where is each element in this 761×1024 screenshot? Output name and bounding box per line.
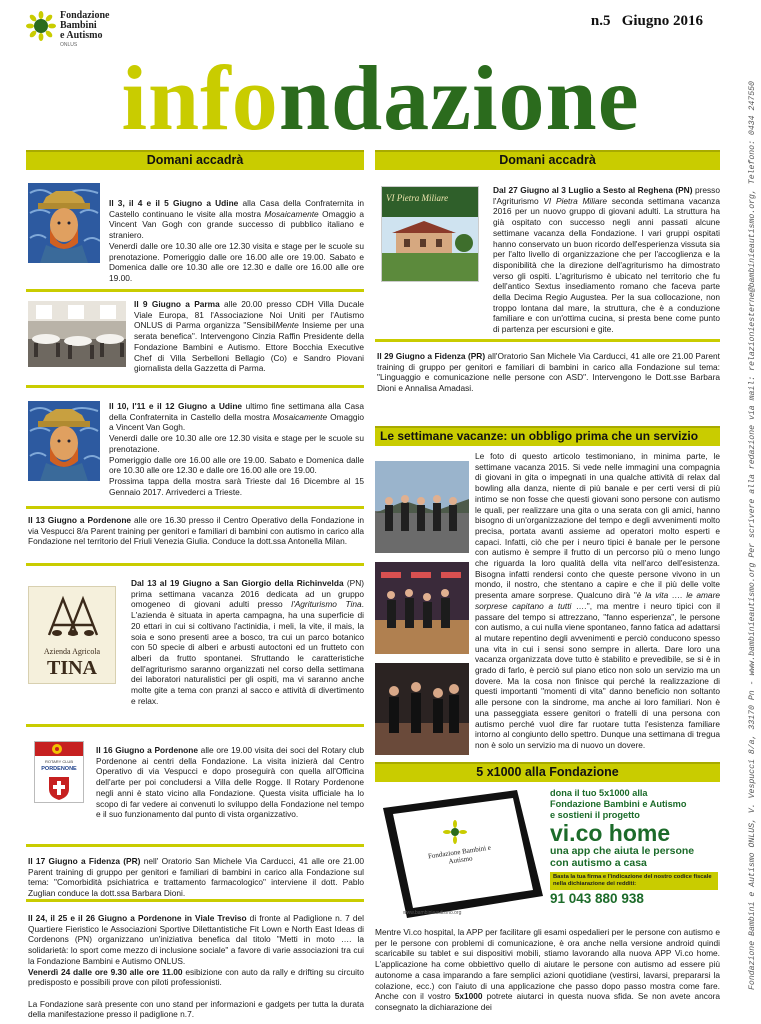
divider <box>26 899 364 902</box>
contact-sidebar <box>733 70 761 990</box>
tablet-screen-title: Fondazione Bambini e Autismo <box>427 843 492 866</box>
masthead-title: infondazione <box>121 47 640 149</box>
pietra-miliare-sign: VI Pietra Miliare <box>386 193 449 203</box>
tina-logo-title: TINA <box>46 657 97 679</box>
rotary-badge-top-text: ROTARY CLUB <box>44 759 73 764</box>
section-heading-5x1000: 5 x1000 alla Fondazione <box>375 762 720 782</box>
contact-sidebar-text: Fondazione Bambini e Autismo ONLUS, V. Vespucci 8/a, 33170 Pn - www.bambinieautismo.org Per scrivere alla redazione via mail: relazioniesterne@bambinieautismo.org, Telefono: 0434 247550 <box>748 81 757 990</box>
article-udine-10-12-giugno: Il 10, l'11 e il 12 Giugno a Udine ultimo fine settimana alla Casa della Confraternita in Castello della mostra Mosaicamente Omaggio a Vincent Van Gogh. Venerdì dalle ore 10.30 alle ore 12.30 visita e stage per le scuole su prenotazione. Pomeriggio dalle ore 16.00 alle ore 19.00. Sabato e Domenica dalle ore 10.30 alle ore 12.30 e dalle ore 16.00 alle ore 19.00. Prossima tappa della mostra sarà Trieste dal 16 Dicembre al 15 Gennaio 2017. Arrivederci a Trieste. <box>109 401 364 497</box>
villa-dining-room-image <box>28 301 126 367</box>
article-settimane-vacanze-part1: Le foto di questo articolo testimoniano, in minima parte, le settimane vacanza 2015. Si vede nelle immagini una compagnia di giovani in gita o impegnati in una qualche attività di relax dal bowling alla danza, niente di più banale e per certi versi di più intimo se non fosse che questi giovani sono persone con autismo le quali, per realizzare una gita o una serata con gli amici, hanno bisogno di un'organizzazione del tempo e degli avvenimenti molto precisa, portata avanti assieme ad operatori molto esperti e capaci. Infatti, ciò che per i neuro tipici è banale per le persone con autismo è sempre il frutto di un percorso più o meno lungo che riguarda la loro qualità della vita nell'arco dell'esistenza. Bisogna infatti rendersi conto che queste persone vivono in un mondo, il nostro, che stentano a capire e che il più delle volte presenta amare sorprese. Qualcuno dirà "è la vita …. le amare sorprese capitano a tutti ….", ma mentre i neuro tipici con il passare del tempo si attrezzano, "fanno esperienza", le persone con autismo, a cui nulla viene spontaneo, fanno fatica ad adattarsi al mutare repentino degli avvenimenti e perciò conducono spesso una vita in cui i sensi sono sempre in allerta. Dare loro una vacanza organizzata dove tutto è stabilito e prevedibile, se si è in grado di farlo, è perciò sul piano etico non solo un servizio ma un dovere. Ma la cosa non finisce qui perché la realizzazione di questi importanti "momenti di vita" danno beneficio non soltanto alle persone con la sindrome, ma anche ai loro familiari. Non è una passeggiata essere genitori o fratelli di una persona con autismo perché vuol dire far ruotare tutta l'esistenza familiare intorno al congiunto dello spettro. Dunque una settimana di tregua non è solo un servizio ma di nuovo un dovere. <box>475 451 720 750</box>
article-sesto-al-reghena: Dal 27 Giugno al 3 Luglio a Sesto al Reghena (PN) presso l'Agriturismo VI Pietra Miliare seconda settimana vacanza 2016 per un nuovo gruppo di giovani adulti. La struttura ha già ospitato con successo negli anni passati alcune settimane vacanza della Fondazione. I vari gruppi ospitati hanno conservato un buon ricordo dell'esperienza vissuta sia per l'alto livello di organizzazione che per l'accoglienza e la disponibilità che la direzione dell'agriturismo ha dimostrato verso gli ospiti. L'agriturismo è ubicato nel territorio che fu dell'antico Sextus insediamento romano che faceva parte della Decima Regio Augustea. Per la sua collocazione, non troppo lontana dal mare, la struttura, che è a conduzione familiare e con un'ottima cucina, si presta bene come punto di partenza per escursioni e gite. <box>493 185 720 335</box>
ad-line-6: con autismo a casa <box>550 857 647 869</box>
divider <box>26 724 364 727</box>
article-vico-home: Mentre Vi.co hospital, la APP per facilitare gli esami ospedalieri per le persone con autismo e per le persone con problemi di comunicazione, è ora anche nella versione android quindi scaricabile su tablet e sui dispositivi mobili, stiamo lavorando alla nuova APP Vi.co home. L'applicazione ha come obbiettivo quello di aiutare le persone con autismo ad essere più autonome a casa imparando a fare semplici azioni quotidiane (vestirsi, lavarsi, prepararsi la colazione, ecc.) con l'aiuto di una applicazione che passo dopo passo mostra come fare. Anche con il vostro 5x1000 potrete aiutarci in questa nuova sfida. Se non avete ancora consegnato la dichiarazione dei <box>375 927 721 1012</box>
rotary-wheel-icon <box>51 743 63 755</box>
article-pordenone-16-giugno: Il 16 Giugno a Pordenone alle ore 19.00 visita dei soci del Rotary club Pordenone ai centri della Fondazione. La visita inizierà dal Centro Operativo di via Vespucci e dopo proseguirà con quella all'Officina dell'arte per poi concludersi a Villa delle Rogge. Il Rotary Pordenone negli anni è stato vicino alla Fondazione. Questa visita ufficiale ha lo scopo di far vedere ai convenuti lo sviluppo della Fondazione nel tempo e il suo funzionamento dal punto di vista organizzativo. <box>96 745 364 820</box>
divider <box>26 385 364 388</box>
ad-vico-home: vi.co home <box>550 820 671 846</box>
vico-home-5x1000-ad <box>375 786 720 924</box>
rotary-badge-city: PORDENONE <box>41 766 77 772</box>
vacation-dance-photo <box>375 663 469 755</box>
section-heading-settimane-vacanze: Le settimane vacanze: un obbligo prima che un servizio <box>375 426 720 446</box>
logo-wordmark: Fondazione Bambini e Autismo <box>60 10 110 41</box>
divider <box>26 563 364 566</box>
right-column <box>375 150 720 1020</box>
issue-number-date: n.5 Giugno 2016 <box>590 13 703 29</box>
foundation-logo <box>26 9 116 47</box>
article-fidenza-17-giugno: Il 17 Giugno a Fidenza (PR) nell' Oratorio San Michele Via Carducci, 41 alle ore 21.00 Parent training di gruppo per genitori e familiari di bambini in carico alla Fondazione sul tema: "Comorbidità psichiatrica e trattamento farmacologico" interviene il dott. Pablo Zuglian conduce la dott.ssa Barbara Dioni. <box>28 856 364 899</box>
sunflower-logo-icon <box>26 11 56 41</box>
divider <box>375 339 720 342</box>
ad-url: www.bambinieautismo.org <box>403 910 462 916</box>
rotary-club-pordenone-badge <box>34 741 84 803</box>
ad-instructions: Basta la tua firma e l'indicazione del nostro codice fiscale nella dichiarazione dei redditi: <box>550 872 718 890</box>
article-fidenza-29-giugno: Il 29 Giugno a Fidenza (PR) all'Oratorio San Michele Via Carducci, 41 alle ore 21.00 Parent training di gruppo per genitori e familiari di bambini in carico alla Fondazione sul tema: "Linguaggio e comunicazione nelle persone con ASD". Intervengono le Dott.sse Barbara Dioni e Annalisa Amadasi. <box>377 351 720 394</box>
ad-fiscal-code: 91 043 880 938 <box>550 890 718 907</box>
divider <box>26 844 364 847</box>
divider <box>26 506 364 509</box>
article-parma-9-giugno: Il 9 Giugno a Parma alle 20.00 presso CDH Villa Ducale Viale Europa, 81 l'Associazione Noi Uniti per l'Autismo ONLUS di Parma organizza "SensibilMente Insieme per una serata benefica". Intervengono Cinzia Raffin Presidente della Fondazione Bambini e Autismo. Ettore Bocchia Executive Chef di Villa Serbelloni Bellagio (Co) e Sandro Piovani giornalista della Gazzetta di Parma. <box>134 299 364 374</box>
logo-onlus: ONLUS <box>60 42 78 48</box>
pordenone-crest-icon <box>47 775 71 801</box>
vacation-bowling-photo <box>375 562 469 654</box>
article-san-giorgio-richinvelda: Dal 13 al 19 Giugno a San Giorgio della Richinvelda (PN) prima settimana vacanza 2016 dedicata ad un gruppo omogeneo di giovani adulti presso l'Agriturismo Tina. L'azienda è situata in aperta campagna, ha una superficie di 20 ettari in cui si coltivano l'actinidia, i meli, la vite, il mais, la soia e sono presenti aree a bosco, tra cui un parco botanico con 50 specie di alberi e arbusti autoctoni ed un frutteto con alberi da frutto spontanei. Sfruttando le caratteristiche dell'agriturismo saranno organizzati nel corso della settimana dei laboratori naturalistici per gli ospiti, ma vi saranno anche molte gite a tema con pranzi al sacco e attività di divertimento e relax. <box>131 578 365 706</box>
ad-line-2: Fondazione Bambini e Autismo <box>550 799 687 809</box>
left-column <box>26 150 364 1020</box>
vacation-group-photo-1 <box>375 461 469 553</box>
tina-logo-emblem-icon <box>43 595 103 639</box>
article-pordenone-viale-treviso: Il 24, il 25 e il 26 Giugno a Pordenone in Viale Treviso di fronte al Padiglione n. 7 del Quartiere Fieristico le Associazioni Sportive Dilettantistiche Fit Lown e North East Ideas di Cordenons (PN) organizzano un'iniziativa benefica dal titolo "Metti in moto …. la solidarietà: lo sport come mezzo di inclusione sociale" a favore di varie associazioni tra cui la Fondazione Bambini e Autismo ONLUS. Venerdì 24 dalle ore 9.30 alle ore 11.00 esibizione con auto da rally e drifting su circuito predisposto e possibili prove con piloti professionisti. La Fondazione sarà presente con uno stand per informazioni e gadgets per tutta la durata della manifestazione presso il padiglione n.7. <box>28 913 364 1020</box>
ad-line-3: e sostieni il progetto <box>550 810 640 820</box>
ad-line-5: una app che aiuta le persone <box>550 845 695 857</box>
article-pordenone-13-giugno: Il 13 Giugno a Pordenone alle ore 16.30 presso il Centro Operativo della Fondazione in via Vespucci 8/a Parent training per genitori e familiari di bambini con autismo in carico alla Fondazione nel territorio del Friuli Venezia Giulia. Conduce la dott.ssa Antonella Milan. <box>28 515 364 547</box>
section-heading-domani-accadra-right: Domani accadrà <box>375 150 720 170</box>
section-heading-domani-accadra: Domani accadrà <box>26 150 364 170</box>
ad-line-1: dona il tuo 5x1000 alla <box>550 788 648 798</box>
article-udine-3-5-giugno: Il 3, il 4 e il 5 Giugno a Udine alla Casa della Confraternita in Castello continuano le visite alla mostra Mosaicamente Omaggio a Vincent Van Gogh con grande successo di pubblico italiano e straniero. Venerdì dalle ore 10.30 alle ore 12.30 visita e stage per le scuole su prenotazione. Pomeriggio dalle ore 16.00 alle ore 19.00. Sabato e Domenica dalle ore 10.30 alle ore 12.30 e dalle ore 16.00 alle ore 19.00. <box>109 198 364 283</box>
tina-logo-subtitle: Azienda Agricola <box>43 647 101 656</box>
van-gogh-portrait-image <box>28 183 100 263</box>
divider <box>26 289 364 292</box>
van-gogh-portrait-image <box>28 401 100 481</box>
agriturismo-tina-logo <box>28 586 116 684</box>
pietra-miliare-agriturismo-image <box>381 186 479 282</box>
